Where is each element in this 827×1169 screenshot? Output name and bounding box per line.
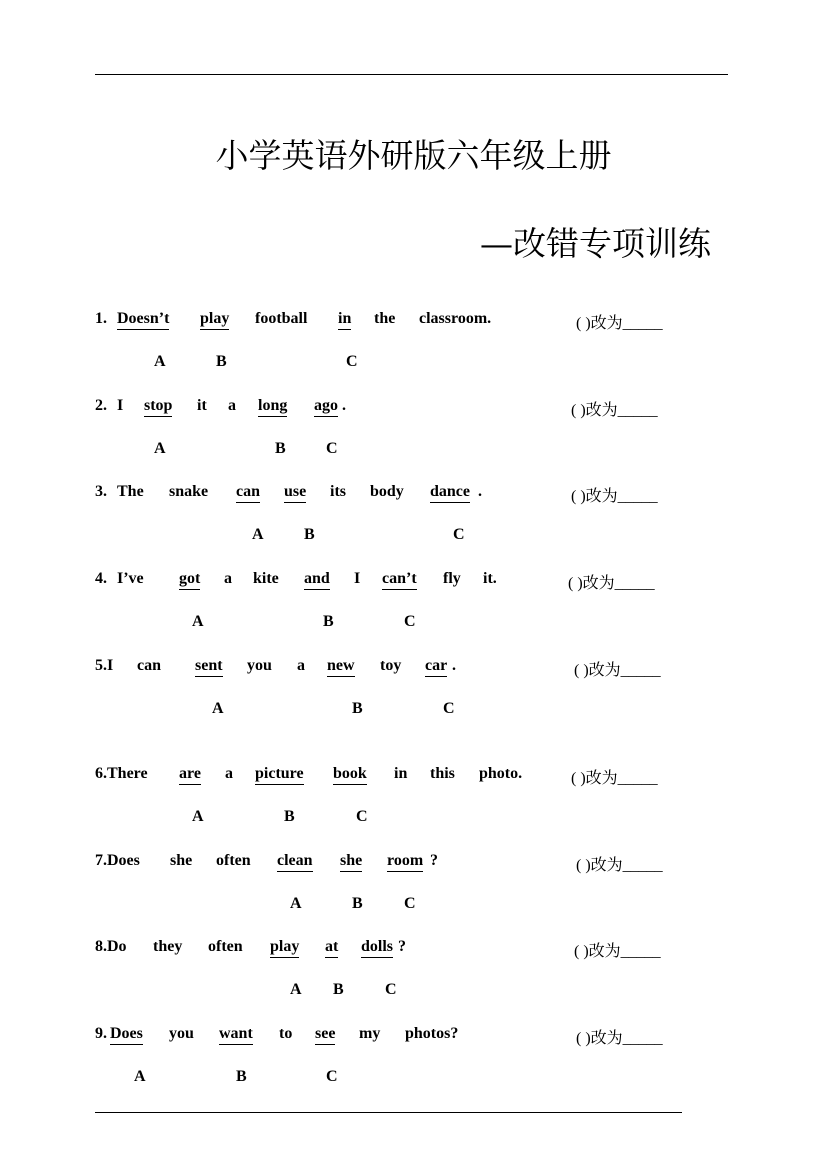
question-word: . — [478, 483, 482, 500]
question-word: kite — [253, 570, 279, 587]
question-word: body — [370, 483, 404, 500]
underlined-word: long — [258, 397, 287, 417]
option-letter-a: A — [134, 1068, 146, 1085]
question-word: a — [224, 570, 232, 587]
change-to-label: 改为 — [585, 770, 618, 787]
underlined-word: and — [304, 570, 330, 590]
question-word: I’ve — [117, 570, 144, 587]
change-to-label: 改为 — [588, 943, 621, 960]
question-word: I — [354, 570, 361, 587]
change-to-label: 改为 — [590, 315, 623, 332]
question-word: can — [137, 657, 161, 674]
correction-blank[interactable]: _____ — [622, 315, 663, 332]
question-word: ? — [398, 938, 406, 955]
question-word: 6.There — [95, 765, 148, 782]
question-word: 2. — [95, 397, 107, 414]
option-letter-b: B — [323, 613, 334, 630]
option-letter-c: C — [356, 808, 368, 825]
question-word: 7.Does — [95, 852, 140, 869]
change-to-label: 改为 — [588, 662, 621, 679]
option-letter-a: A — [212, 700, 224, 717]
underlined-word: room — [387, 852, 423, 872]
question-word: football — [255, 310, 308, 327]
answer-paren[interactable]: ( ) — [574, 943, 589, 960]
question-word: 9. — [95, 1025, 107, 1042]
question-word: a — [297, 657, 305, 674]
answer-area — [568, 570, 655, 593]
change-to-label: 改为 — [585, 402, 618, 419]
question-word: classroom. — [419, 310, 492, 327]
option-letter-b: B — [236, 1068, 247, 1085]
option-letter-a: A — [154, 353, 166, 370]
question-word: its — [330, 483, 346, 500]
option-letter-a: A — [192, 613, 204, 630]
underlined-word: car — [425, 657, 447, 677]
option-letter-a: A — [154, 440, 166, 457]
answer-area — [574, 657, 661, 680]
change-to-label: 改为 — [590, 857, 623, 874]
question-word: photo. — [479, 765, 523, 782]
underlined-word: clean — [277, 852, 313, 872]
underlined-word: picture — [255, 765, 304, 785]
change-to-label: 改为 — [590, 1030, 623, 1047]
change-to-label: 改为 — [582, 575, 615, 592]
answer-paren[interactable]: ( ) — [574, 662, 589, 679]
option-letter-c: C — [385, 981, 397, 998]
correction-blank[interactable]: _____ — [620, 943, 661, 960]
question-word: 3. — [95, 483, 107, 500]
correction-blank[interactable]: _____ — [617, 488, 658, 505]
answer-paren[interactable]: ( ) — [571, 402, 586, 419]
option-letter-a: A — [192, 808, 204, 825]
correction-blank[interactable]: _____ — [617, 402, 658, 419]
correction-blank[interactable]: _____ — [620, 662, 661, 679]
underlined-word: play — [270, 938, 299, 958]
answer-paren[interactable]: ( ) — [568, 575, 583, 592]
underlined-word: sent — [195, 657, 223, 677]
underlined-word: play — [200, 310, 229, 330]
question-word: ? — [430, 852, 438, 869]
underlined-word: got — [179, 570, 200, 590]
answer-paren[interactable]: ( ) — [576, 857, 591, 874]
question-word: this — [430, 765, 455, 782]
answer-area — [571, 397, 658, 420]
underlined-word: can — [236, 483, 260, 503]
option-letter-c: C — [326, 1068, 338, 1085]
underlined-word: at — [325, 938, 338, 958]
underlined-word: book — [333, 765, 367, 785]
question-word: it — [197, 397, 207, 414]
bottom-rule — [95, 1112, 682, 1113]
answer-area — [571, 765, 658, 788]
question-word: in — [394, 765, 408, 782]
option-letter-c: C — [404, 895, 416, 912]
question-word: I — [117, 397, 124, 414]
underlined-word: see — [315, 1025, 335, 1045]
option-letter-c: C — [404, 613, 416, 630]
option-letter-c: C — [443, 700, 455, 717]
underlined-word: new — [327, 657, 355, 677]
underlined-word: Doesn’t — [117, 310, 169, 330]
answer-paren[interactable]: ( ) — [576, 315, 591, 332]
option-letter-b: B — [284, 808, 295, 825]
question-word: you — [169, 1025, 194, 1042]
question-word: 8.Do — [95, 938, 127, 955]
page-title: 小学英语外研版六年级上册 — [215, 136, 612, 175]
underlined-word: stop — [144, 397, 172, 417]
question-word: often — [208, 938, 243, 955]
underlined-word: Does — [110, 1025, 143, 1045]
answer-paren[interactable]: ( ) — [571, 770, 586, 787]
top-rule — [95, 74, 728, 75]
question-word: 5.I — [95, 657, 114, 674]
option-letter-a: A — [290, 981, 302, 998]
option-letter-b: B — [304, 526, 315, 543]
underlined-word: dolls — [361, 938, 393, 958]
underlined-word: use — [284, 483, 306, 503]
answer-area — [576, 310, 663, 333]
question-word: . — [342, 397, 346, 414]
option-letter-a: A — [290, 895, 302, 912]
underlined-word: can’t — [382, 570, 417, 590]
underlined-word: want — [219, 1025, 253, 1045]
option-letter-b: B — [333, 981, 344, 998]
answer-area — [574, 938, 661, 961]
answer-area — [576, 852, 663, 875]
question-word: fly — [443, 570, 461, 587]
question-word: a — [225, 765, 233, 782]
underlined-word: ago — [314, 397, 338, 417]
option-letter-b: B — [352, 895, 363, 912]
question-word: they — [153, 938, 183, 955]
question-word: often — [216, 852, 251, 869]
question-word: photos? — [405, 1025, 459, 1042]
question-word: The — [117, 483, 144, 500]
question-word: my — [359, 1025, 381, 1042]
question-word: it. — [483, 570, 497, 587]
question-word: a — [228, 397, 236, 414]
question-word: she — [170, 852, 193, 869]
answer-area — [576, 1025, 663, 1048]
question-word: . — [452, 657, 456, 674]
correction-blank[interactable]: _____ — [622, 857, 663, 874]
option-letter-c: C — [346, 353, 358, 370]
correction-blank[interactable]: _____ — [614, 575, 655, 592]
answer-paren[interactable]: ( ) — [576, 1030, 591, 1047]
question-word: snake — [169, 483, 209, 500]
question-word: you — [247, 657, 272, 674]
underlined-word: in — [338, 310, 351, 330]
question-word: 4. — [95, 570, 107, 587]
option-letter-b: B — [352, 700, 363, 717]
option-letter-c: C — [453, 526, 465, 543]
underlined-word: dance — [430, 483, 470, 503]
question-word: 1. — [95, 310, 107, 327]
option-letter-a: A — [252, 526, 264, 543]
option-letter-b: B — [275, 440, 286, 457]
option-letter-c: C — [326, 440, 338, 457]
page-subtitle: —改错专项训练 — [480, 224, 711, 263]
answer-area — [571, 483, 658, 506]
correction-blank[interactable]: _____ — [622, 1030, 663, 1047]
underlined-word: she — [340, 852, 362, 872]
question-word: the — [374, 310, 396, 327]
change-to-label: 改为 — [585, 488, 618, 505]
underlined-word: are — [179, 765, 201, 785]
question-word: toy — [380, 657, 402, 674]
question-word: to — [279, 1025, 293, 1042]
correction-blank[interactable]: _____ — [617, 770, 658, 787]
option-letter-b: B — [216, 353, 227, 370]
answer-paren[interactable]: ( ) — [571, 488, 586, 505]
